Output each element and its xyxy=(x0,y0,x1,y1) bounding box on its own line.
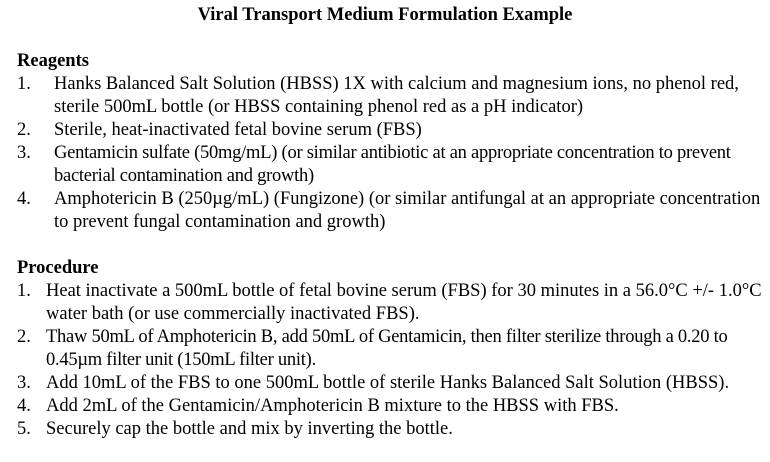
item-number: 1. xyxy=(17,74,31,94)
procedure-list xyxy=(0,280,766,441)
item-text: Add 2mL of the Gentamicin/Amphotericin B mixture to the HBSS with FBS. xyxy=(46,396,619,416)
item-number: 2. xyxy=(17,120,31,140)
list-item xyxy=(0,188,766,234)
list-item xyxy=(0,119,766,142)
item-number: 4. xyxy=(17,396,31,416)
item-number: 3. xyxy=(17,373,31,393)
list-item xyxy=(0,280,766,326)
item-number: 5. xyxy=(17,419,31,439)
item-number: 1. xyxy=(17,281,31,301)
item-text: Sterile, heat-inactivated fetal bovine serum (FBS) xyxy=(54,120,422,140)
item-text: Add 10mL of the FBS to one 500mL bottle of sterile Hanks Balanced Salt Solution (HBSS). xyxy=(46,373,730,393)
list-item xyxy=(0,395,766,418)
item-number: 2. xyxy=(17,327,31,347)
reagents-heading: Reagents xyxy=(17,51,89,71)
list-item xyxy=(0,372,766,395)
reagents-list xyxy=(0,73,766,234)
item-text: Securely cap the bottle and mix by inverting the bottle. xyxy=(46,419,453,439)
item-text: Heat inactivate a 500mL bottle of fetal bovine serum (FBS) for 30 minutes in a 56.0°C +/- 1.0°C water bath (or use commercially inactivated FBS). xyxy=(46,281,762,324)
list-item xyxy=(0,142,766,188)
procedure-heading: Procedure xyxy=(17,258,99,278)
item-text: Gentamicin sulfate (50mg/mL) (or similar antibiotic at an appropriate concentration to prevent bacterial contamination and growth) xyxy=(54,143,731,186)
item-number: 3. xyxy=(17,143,31,163)
item-text: Hanks Balanced Salt Solution (HBSS) 1X with calcium and magnesium ions, no phenol red, sterile 500mL bottle (or HBSS containing phenol red as a pH indicator) xyxy=(54,74,739,117)
item-text: Thaw 50mL of Amphotericin B, add 50mL of Gentamicin, then filter sterilize through a 0.20 to 0.45µm filter unit (150mL filter unit). xyxy=(46,327,728,370)
list-item xyxy=(0,418,766,441)
item-number: 4. xyxy=(17,189,31,209)
list-item xyxy=(0,73,766,119)
document-title: Viral Transport Medium Formulation Example xyxy=(197,5,573,25)
list-item xyxy=(0,326,766,372)
item-text: Amphotericin B (250µg/mL) (Fungizone) (or similar antifungal at an appropriate concentration to prevent fungal contamination and growth) xyxy=(54,189,761,232)
